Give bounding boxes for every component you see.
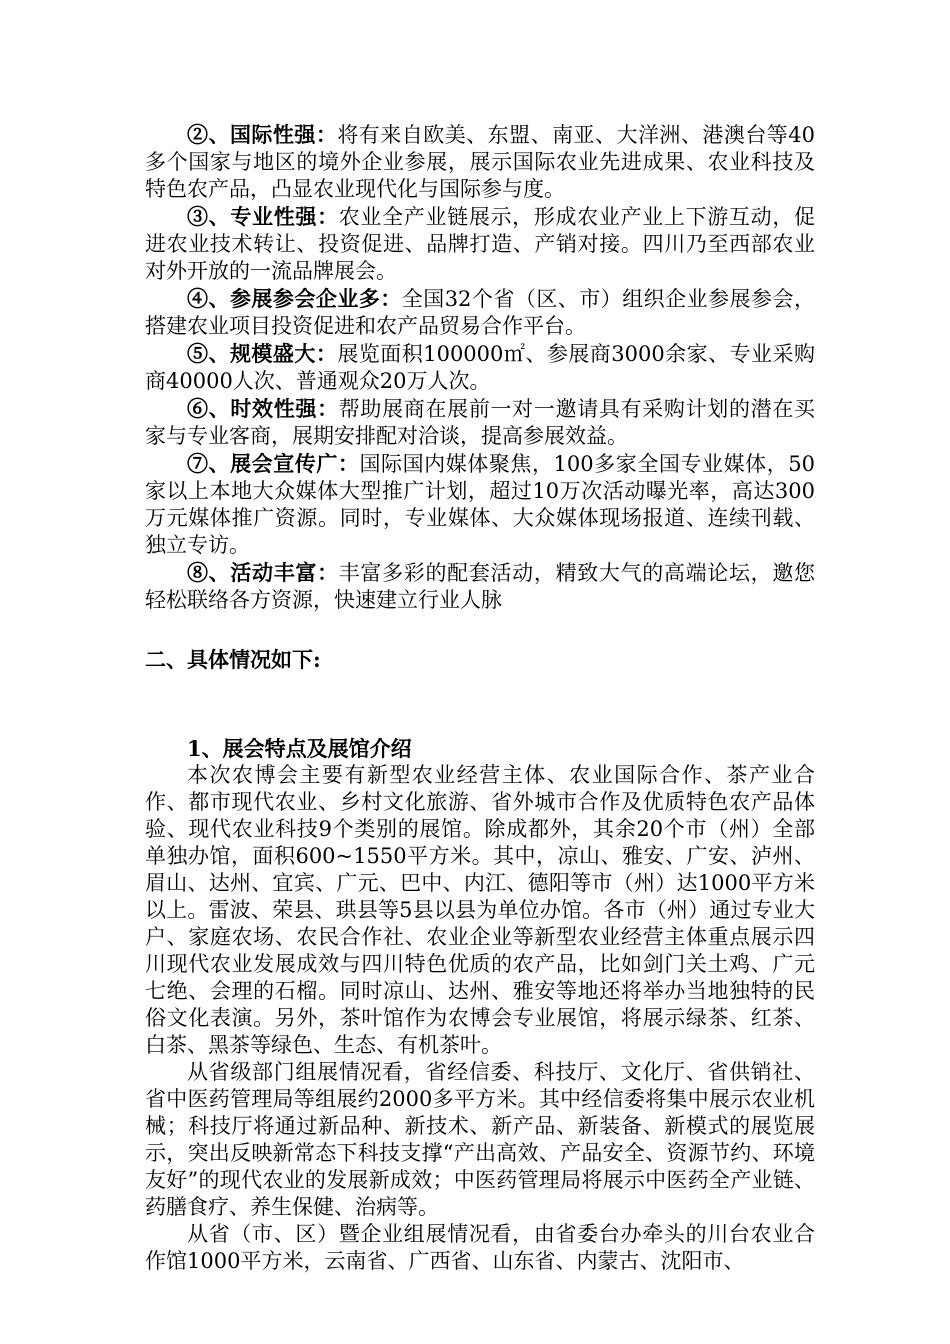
section-heading: 二、具体情况如下:	[145, 647, 321, 672]
body-paragraph: 从省级部门组展情况看，省经信委、科技厅、文化厅、省供销社、省中医药管理局等组展约2000多平方米。其中经信委将集中展示农业机械；科技厅将通过新品种、新技术、新产品、新装备、新模式的展览展示，突出反映新常态下科技支撑“产出高效、产品安全、资源节约、环境友好”的现代农业的发展新成效；中医药管理局将展示中医药全产业链、药膳食疗、养生保健、治病等。	[145, 1060, 815, 1219]
feature-lead: ④、参展参会企业多：	[187, 286, 402, 311]
feature-lead: ⑦、展会宣传广：	[187, 451, 360, 476]
feature-lead: ⑥、时效性强：	[187, 396, 339, 421]
feature-lead: ③、专业性强：	[187, 204, 339, 229]
feature-text: 农业全产业链展示，形成农业产业上下游互动，促进农业技术转让、投资促进、品牌打造、产销对接。四川乃至西部农业对外开放的一流品牌展会。	[145, 205, 815, 283]
feature-lead: ⑤、规模盛大：	[187, 341, 338, 366]
body-paragraph: 从省（市、区）暨企业组展情况看，由省委台办牵头的川台农业合作馆1000平方米，云南省、广西省、山东省、内蒙古、沈阳市、	[145, 1222, 815, 1273]
feature-text: 展览面积100000㎡、参展商3000余家、专业采购商40000人次、普通观众20万人次。	[145, 342, 816, 393]
feature-paragraph	[145, 559, 815, 614]
feature-paragraph	[145, 203, 815, 285]
feature-paragraph	[145, 450, 815, 559]
feature-paragraph	[145, 395, 815, 450]
feature-text: 丰富多彩的配套活动，精致大气的高端论坛，邀您轻松联络各方资源，快速建立行业人脉	[145, 561, 815, 612]
feature-lead: ②、国际性强：	[187, 122, 338, 147]
document-page	[145, 121, 815, 1275]
feature-text: 全国32个省（区、市）组织企业参展参会，搭建农业项目投资促进和农产品贸易合作平台。	[145, 287, 815, 338]
feature-paragraph	[145, 340, 815, 395]
feature-paragraph	[145, 285, 815, 340]
sub-heading: 1、展会特点及展馆介绍	[187, 736, 412, 761]
feature-paragraph	[145, 121, 815, 203]
feature-text: 帮助展商在展前一对一邀请具有采购计划的潜在买家与专业客商，展期安排配对洽谈，提高参展效益。	[145, 397, 815, 448]
feature-text: 将有来自欧美、东盟、南亚、大洋洲、港澳台等40多个国家与地区的境外企业参展，展示国际农业先进成果、农业科技及特色农产品，凸显农业现代化与国际参与度。	[145, 123, 815, 201]
feature-lead: ⑧、活动丰富：	[187, 560, 339, 585]
feature-text: 国际国内媒体聚焦，100多家全国专业媒体，50家以上本地大众媒体大型推广计划，超过10万次活动曝光率，高达300万元媒体推广资源。同时，专业媒体、大众媒体现场报道、连续刊载、独立专访。	[145, 452, 815, 557]
body-paragraph: 本次农博会主要有新型农业经营主体、农业国际合作、茶产业合作、都市现代农业、乡村文化旅游、省外城市合作及优质特色农产品体验、现代农业科技9个类别的展馆。除成都外，其余20个市（州）全部单独办馆，面积600~1550平方米。其中，凉山、雅安、广安、泸州、眉山、达州、宜宾、广元、巴中、内江、德阳等市（州）达1000平方米以上。雷波、荣县、珙县等5县以县为单位办馆。各市（州）通过专业大户、家庭农场、农民合作社、农业企业等新型农业经营主体重点展示四川现代农业发展成效与四川特色优质的农产品，比如剑门关土鸡、广元七绝、会理的石榴。同时凉山、达州、雅安等地还将举办当地独特的民俗文化表演。另外，茶叶馆作为农博会专业展馆，将展示绿茶、红茶、白茶、黑茶等绿色、生态、有机茶叶。	[145, 763, 815, 1057]
